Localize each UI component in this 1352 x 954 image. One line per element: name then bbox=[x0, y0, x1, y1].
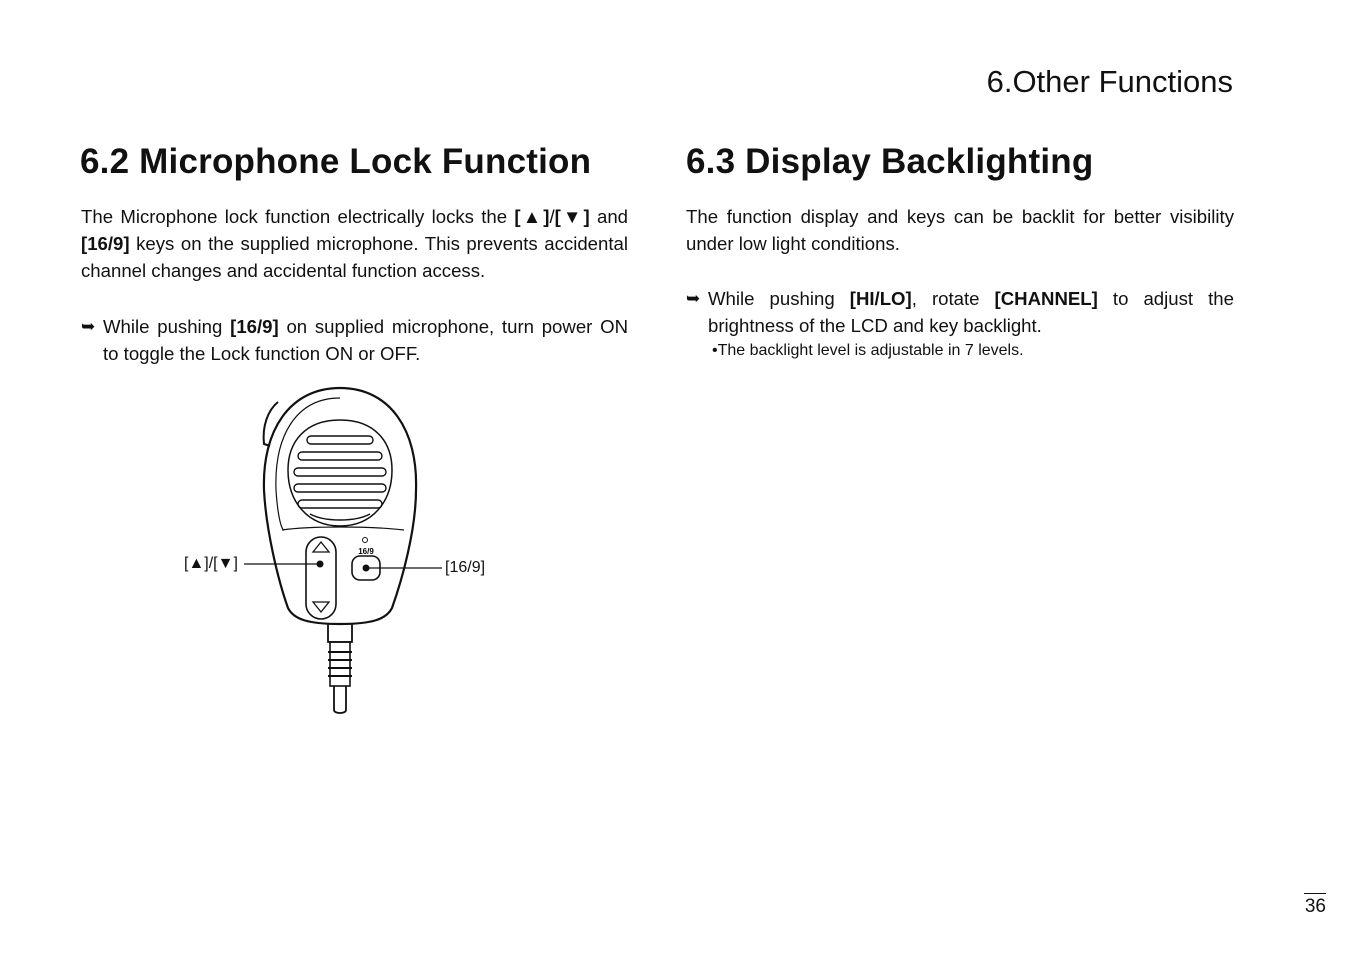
backlight-intro: The function display and keys can be backlit for better visibility under low light conditions. bbox=[686, 206, 1234, 254]
step-text-3: to adjust the brightness of the LCD and key backlight. bbox=[708, 288, 1234, 336]
step-text-2: on supplied microphone, turn power ON to toggle the Lock function ON or OFF. bbox=[103, 316, 628, 364]
step-text-2: , rotate bbox=[911, 288, 995, 309]
key-16-9: [16/9] bbox=[81, 233, 130, 254]
intro-text-2: and bbox=[589, 206, 628, 227]
mic-cable bbox=[334, 686, 346, 713]
mic-body-outline bbox=[264, 388, 416, 624]
step-arrow-icon: ➥ bbox=[81, 317, 96, 336]
step-arrow-icon: ➥ bbox=[686, 289, 701, 308]
leader-dot-16-9 bbox=[363, 565, 370, 572]
mic-lock-intro bbox=[81, 203, 628, 284]
down-arrow-icon bbox=[313, 602, 329, 612]
microphone-illustration bbox=[160, 380, 520, 720]
step-key-hi-lo: [HI/LO] bbox=[849, 288, 912, 309]
section-heading-microphone-lock: 6.2 Microphone Lock Function bbox=[80, 142, 592, 181]
button-16-9-print: 16/9 bbox=[358, 547, 374, 556]
step-text-1: While pushing bbox=[708, 288, 850, 309]
backlight-step bbox=[686, 285, 1234, 339]
key-down: [▼] bbox=[554, 206, 590, 227]
label-updown-keys: [▲]/[▼] bbox=[184, 555, 238, 572]
mic-lock-step bbox=[81, 313, 628, 367]
key-slash: / bbox=[549, 206, 555, 227]
step-key-channel: [CHANNEL] bbox=[994, 288, 1098, 309]
page-number: 36 bbox=[1304, 893, 1326, 918]
label-16-9-key: [16/9] bbox=[445, 559, 486, 576]
up-arrow-icon bbox=[313, 542, 329, 552]
backlight-note: •The backlight level is adjustable in 7 levels. bbox=[712, 342, 1024, 359]
intro-text-1: The Microphone lock function electrically locks the bbox=[81, 206, 515, 227]
leader-dot-updown bbox=[317, 561, 324, 568]
key-up: [▲] bbox=[514, 206, 550, 227]
section-heading-display-backlighting: 6.3 Display Backlighting bbox=[686, 142, 1094, 181]
strain-relief bbox=[328, 624, 352, 642]
step-text-1: While pushing bbox=[103, 316, 231, 337]
speaker-grille-slots bbox=[294, 436, 386, 520]
chapter-title: 6.Other Functions bbox=[986, 64, 1233, 99]
intro-text-3: keys on the supplied microphone. This prevents accidental channel changes and accidental function access. bbox=[81, 233, 628, 281]
up-down-rocker bbox=[306, 537, 336, 619]
step-key-16-9: [16/9] bbox=[230, 316, 279, 337]
